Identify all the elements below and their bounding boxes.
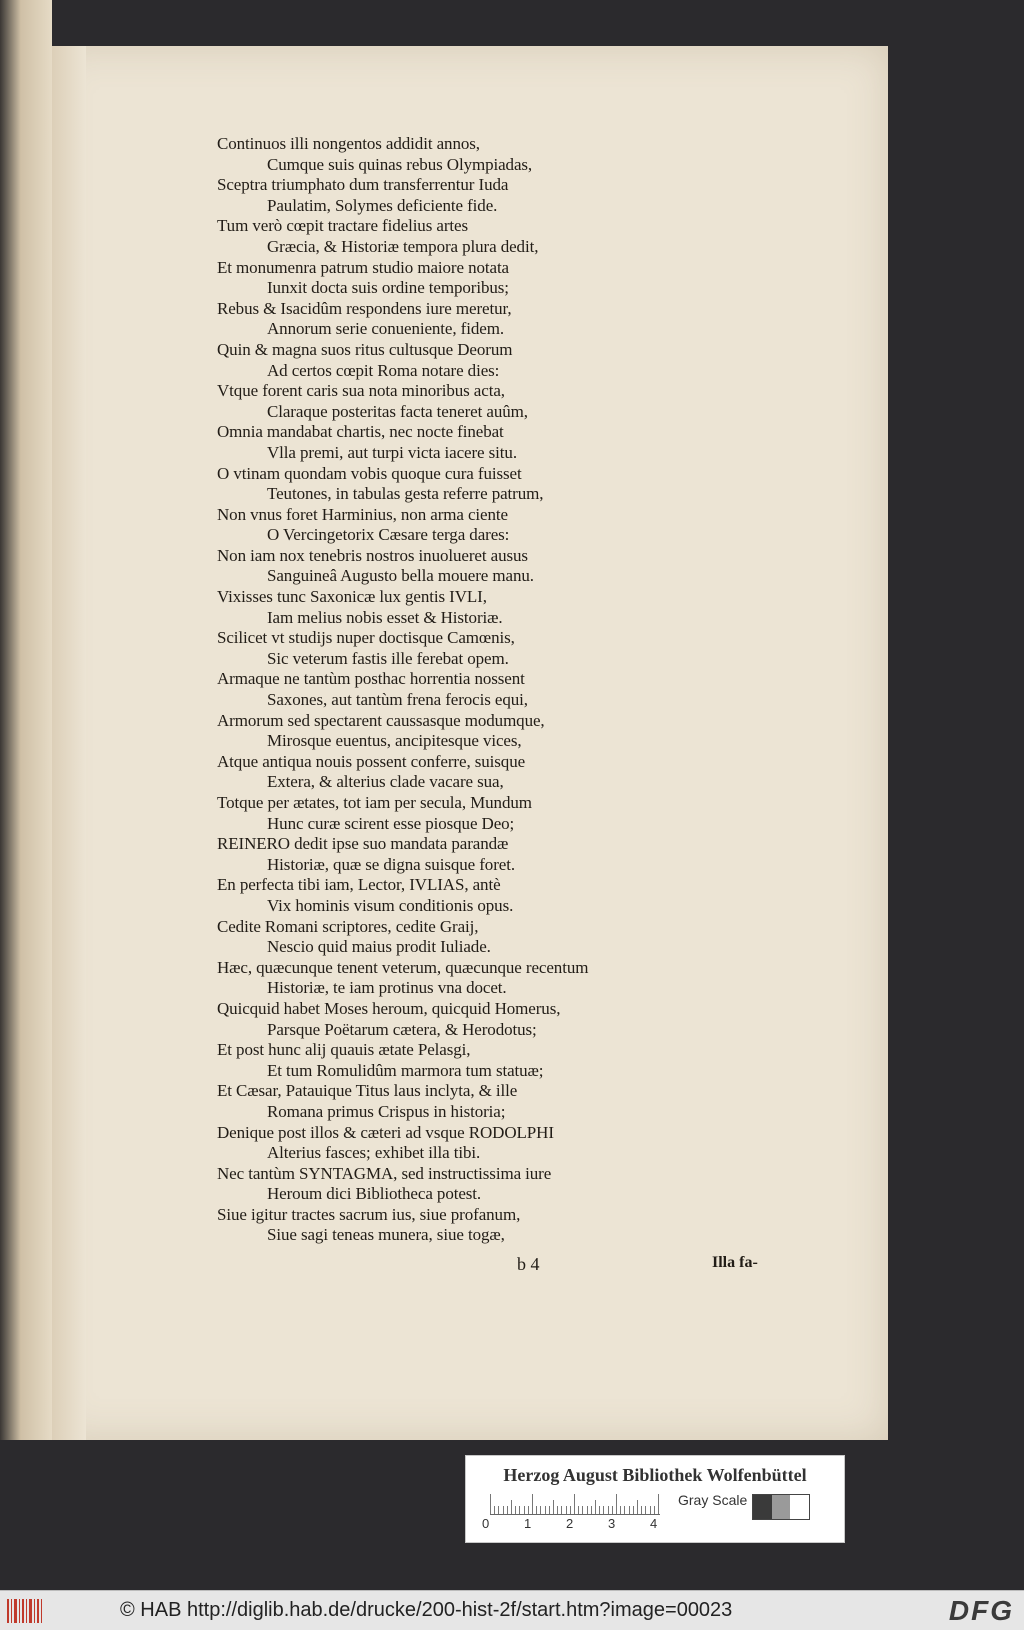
text-line: Non iam nox tenebris nostros inuolueret ausus	[217, 545, 528, 565]
ruler-tick	[603, 1506, 604, 1514]
ruler-tick	[490, 1494, 491, 1514]
text-line: Siue sagi teneas munera, siue togæ,	[267, 1225, 505, 1245]
text-line: Annorum serie conueniente, fidem.	[267, 319, 504, 339]
ruler-tick	[515, 1506, 516, 1514]
barcode-icon	[6, 1597, 46, 1625]
text-line: Vix hominis visum conditionis opus.	[267, 895, 514, 915]
ruler-tick	[536, 1506, 537, 1514]
text-line: Iunxit docta suis ordine temporibus;	[267, 278, 509, 298]
bottom-bar	[0, 1590, 1024, 1630]
ruler-tick	[616, 1494, 617, 1514]
text-line: Scilicet vt studijs nuper doctisque Camœnis,	[217, 628, 515, 648]
ruler-number: 4	[650, 1516, 658, 1531]
ruler-tick	[549, 1506, 550, 1514]
ruler-tick	[650, 1506, 651, 1514]
text-line: Saxones, aut tantùm frena ferocis equi,	[267, 690, 528, 710]
text-line: Hunc curæ scirent esse piosque Deo;	[267, 813, 515, 833]
ruler-tick	[557, 1506, 558, 1514]
text-line: Historiæ, te iam protinus vna docet.	[267, 978, 507, 998]
text-line: Continuos illi nongentos addidit annos,	[217, 134, 480, 153]
gray-swatch	[753, 1495, 772, 1519]
gray-swatch	[772, 1495, 791, 1519]
ruler-tick	[566, 1506, 567, 1514]
ruler-tick	[633, 1506, 634, 1514]
text-line: Cumque suis quinas rebus Olympiadas,	[267, 154, 533, 174]
ruler-tick	[528, 1506, 529, 1514]
book-page	[52, 46, 888, 1440]
ruler-tick	[574, 1494, 575, 1514]
ruler-tick	[612, 1506, 613, 1514]
text-line: Ad certos cœpit Roma notare dies:	[267, 360, 500, 380]
page-edge-left	[0, 0, 52, 1440]
ruler-tick	[503, 1506, 504, 1514]
ruler-tick	[641, 1506, 642, 1514]
text-line: O vtinam quondam vobis quoque cura fuisset	[217, 463, 522, 483]
ruler-tick	[540, 1506, 541, 1514]
ruler-tick	[629, 1506, 630, 1514]
text-line: Tum verò cœpit tractare fidelius artes	[217, 216, 468, 236]
page-gutter	[52, 46, 86, 1440]
ruler-tick	[570, 1506, 571, 1514]
copyright-url[interactable]: © HAB http://diglib.hab.de/drucke/200-hist-2f/start.htm?image=00023	[120, 1599, 733, 1621]
ruler-tick	[553, 1500, 554, 1514]
text-line: Et tum Romulidûm marmora tum statuæ;	[267, 1060, 544, 1080]
color-target-card	[465, 1455, 845, 1543]
text-line: Mirosque euentus, ancipitesque vices,	[267, 731, 522, 751]
text-line: Alterius fasces; exhibet illa tibi.	[267, 1143, 481, 1163]
text-line: Et Cæsar, Patauique Titus laus inclyta, & ille	[217, 1081, 518, 1101]
ruler-number: 1	[524, 1516, 532, 1531]
text-line: Et post hunc alij quauis ætate Pelasgi,	[217, 1040, 471, 1060]
ruler-tick	[637, 1500, 638, 1514]
text-line: Armaque ne tantùm posthac horrentia nossent	[217, 669, 525, 689]
text-line: Vlla premi, aut turpi victa iacere situ.	[267, 442, 517, 462]
ruler-tick	[624, 1506, 625, 1514]
dfg-logo: DFG	[948, 1595, 1014, 1626]
text-line: Denique post illos & cæteri ad vsque RODOLPHI	[217, 1122, 554, 1142]
ruler-tick	[582, 1506, 583, 1514]
text-line: Heroum dici Bibliotheca potest.	[267, 1184, 482, 1204]
text-line: Iam melius nobis esset & Historiæ.	[267, 607, 503, 627]
text-line: Sanguineâ Augusto bella mouere manu.	[267, 566, 534, 586]
text-line: Atque antiqua nouis possent conferre, suisque	[217, 751, 526, 771]
text-line: Armorum sed spectarent caussasque modumque,	[217, 710, 545, 730]
gray-scale-swatches	[752, 1494, 810, 1520]
ruler-tick	[561, 1506, 562, 1514]
ruler-tick	[599, 1506, 600, 1514]
text-line: Cedite Romani scriptores, cedite Graij,	[217, 916, 479, 936]
text-line: O Vercingetorix Cæsare terga dares:	[267, 525, 510, 545]
text-line: Romana primus Crispus in historia;	[267, 1101, 506, 1121]
text-line: Totque per ætates, tot iam per secula, Mundum	[217, 793, 532, 812]
ruler-tick	[545, 1506, 546, 1514]
ruler-tick	[498, 1506, 499, 1514]
ruler-number: 3	[608, 1516, 616, 1531]
ruler-tick	[578, 1506, 579, 1514]
ruler-tick	[620, 1506, 621, 1514]
scale-ruler	[490, 1492, 660, 1515]
ruler-tick	[494, 1506, 495, 1514]
catchword: Illa fa-	[712, 1254, 758, 1271]
text-line: Rebus & Isacidûm respondens iure meretur,	[217, 298, 512, 318]
page-footer	[52, 1254, 888, 1278]
text-line: Vtque forent caris sua nota minoribus acta,	[217, 381, 505, 401]
text-line: REINERO dedit ipse suo mandata parandæ	[217, 834, 509, 854]
text-line: Extera, & alterius clade vacare sua,	[267, 772, 504, 792]
ruler-tick	[595, 1500, 596, 1514]
text-line: En perfecta tibi iam, Lector, IVLIAS, antè	[217, 875, 501, 895]
text-line: Historiæ, quæ se digna suisque foret.	[267, 854, 515, 874]
text-line: Græcia, & Historiæ tempora plura dedit,	[267, 236, 539, 256]
ruler-number: 0	[482, 1516, 490, 1531]
ruler-tick	[507, 1506, 508, 1514]
signature-mark: b 4	[517, 1254, 540, 1274]
ruler-tick	[524, 1506, 525, 1514]
text-line: Siue igitur tractes sacrum ius, siue profanum,	[217, 1204, 521, 1224]
text-line: Hæc, quæcunque tenent veterum, quæcunque recentum	[217, 957, 589, 977]
ruler-number: 2	[566, 1516, 574, 1531]
ruler-tick	[658, 1494, 659, 1514]
text-line: Non vnus foret Harminius, non arma ciente	[217, 504, 508, 524]
text-line: Quicquid habet Moses heroum, quicquid Homerus,	[217, 998, 561, 1018]
text-line: Et monumenra patrum studio maiore notata	[217, 257, 510, 277]
ruler-tick	[587, 1506, 588, 1514]
poem-text	[217, 134, 737, 1246]
ruler-tick	[591, 1506, 592, 1514]
ruler-tick	[532, 1494, 533, 1514]
text-line: Quin & magna suos ritus cultusque Deorum	[217, 339, 513, 359]
text-line: Parsque Poëtarum cætera, & Herodotus;	[267, 1019, 537, 1039]
text-line: Omnia mandabat chartis, nec nocte finebat	[217, 422, 504, 442]
text-line: Sceptra triumphato dum transferrentur Iuda	[217, 175, 509, 195]
library-name: Herzog August Bibliothek Wolfenbüttel	[503, 1465, 807, 1485]
text-line: Teutones, in tabulas gesta referre patrum,	[267, 484, 544, 504]
ruler-tick	[645, 1506, 646, 1514]
text-line: Sic veterum fastis ille ferebat opem.	[267, 648, 509, 668]
ruler-tick	[608, 1506, 609, 1514]
text-line: Nec tantùm SYNTAGMA, sed instructissima iure	[217, 1163, 552, 1183]
ruler-numbers	[482, 1516, 682, 1532]
gray-swatch	[790, 1495, 809, 1519]
gray-scale-label: Gray Scale	[678, 1492, 748, 1508]
text-line: Nescio quid maius prodit Iuliade.	[267, 937, 491, 957]
text-line: Paulatim, Solymes deficiente fide.	[267, 195, 498, 215]
text-line: Vixisses tunc Saxonicæ lux gentis IVLI,	[217, 587, 487, 607]
ruler-tick	[511, 1500, 512, 1514]
text-line: Claraque posteritas facta teneret auûm,	[267, 401, 528, 421]
ruler-tick	[519, 1506, 520, 1514]
ruler-tick	[654, 1506, 655, 1514]
